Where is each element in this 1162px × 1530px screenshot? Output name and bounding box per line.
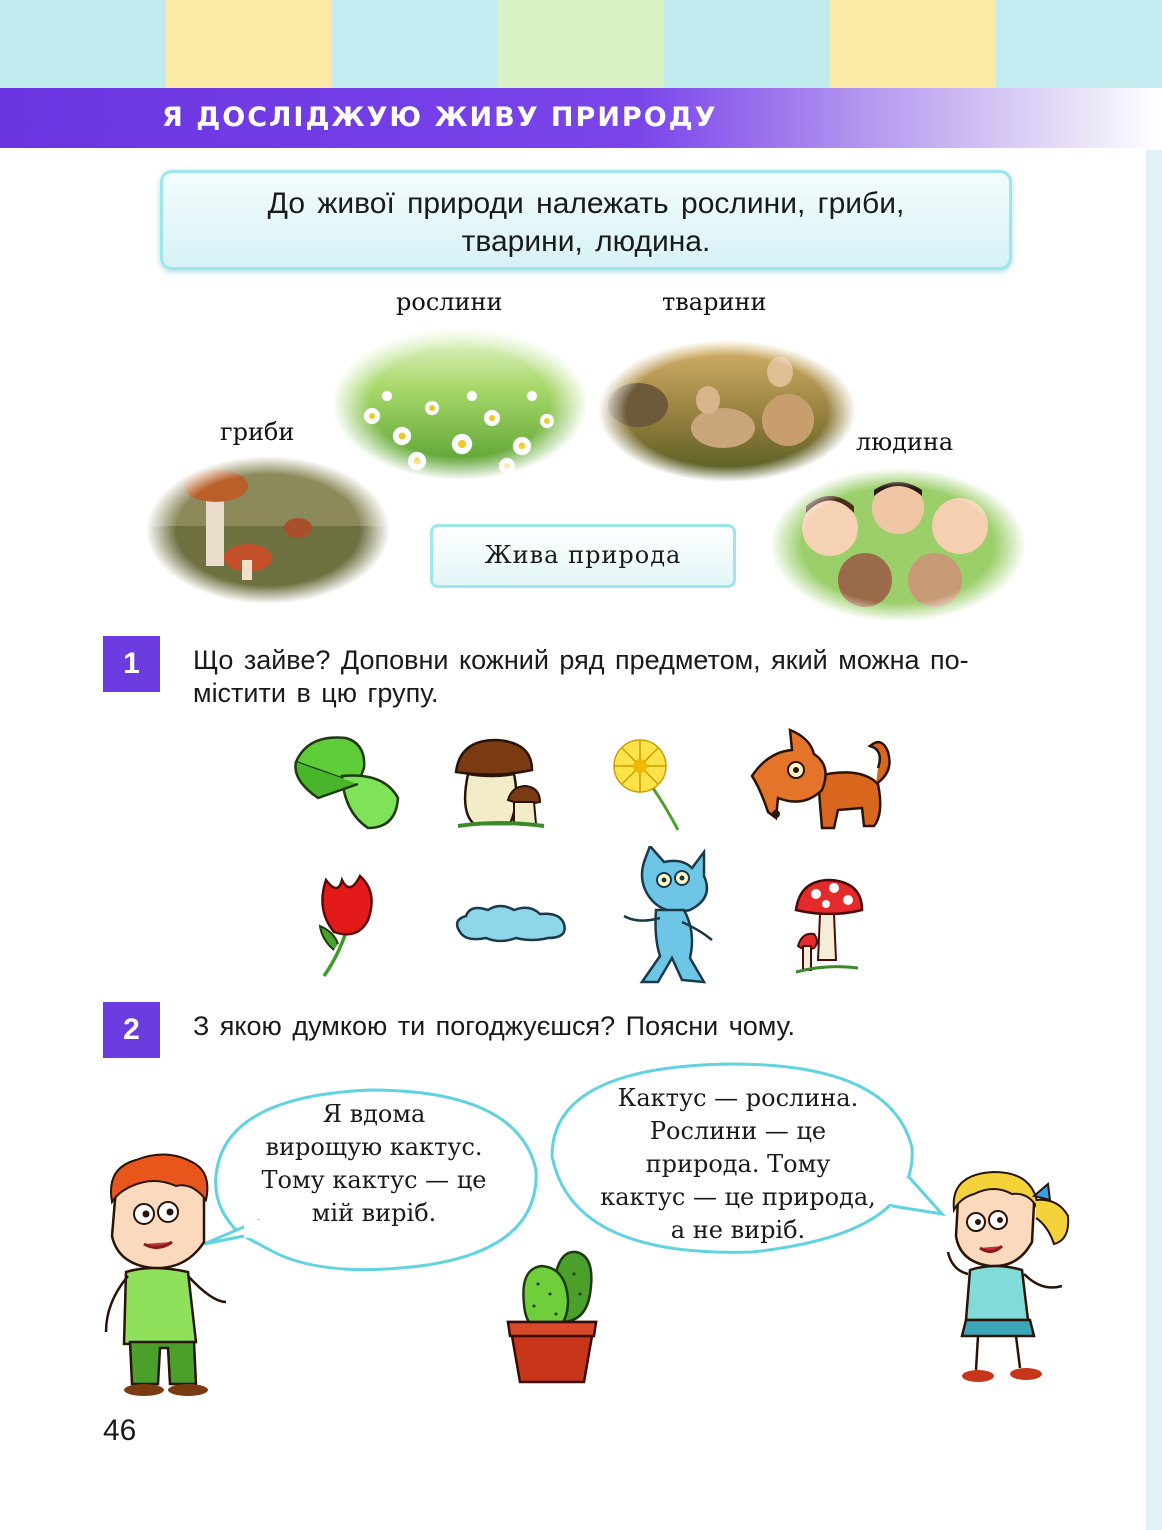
cactus-illustration xyxy=(504,1244,600,1386)
boy-bubble-line-1: Я вдома xyxy=(322,1100,426,1128)
dog-icon xyxy=(748,728,898,832)
task-2-number: 2 xyxy=(103,1002,160,1058)
girl-bubble-line-2: Рослини — це xyxy=(649,1117,827,1145)
label-human: людина xyxy=(856,428,954,456)
definition-text xyxy=(160,185,1012,261)
label-fungi: гриби xyxy=(220,418,295,446)
label-animals: тварини xyxy=(662,288,767,316)
page-title: Я ДОСЛІДЖУЮ ЖИВУ ПРИРОДУ xyxy=(162,102,718,133)
task-2-text: З якою думкою ти погоджуєшся? Поясни чому. xyxy=(193,1011,795,1041)
girl-bubble-line-4: кактус — це природа, xyxy=(600,1183,876,1211)
page-edge-strip xyxy=(1146,150,1162,1530)
girl-illustration xyxy=(938,1170,1078,1386)
center-node-label: Жива природа xyxy=(484,541,682,569)
girl-bubble-line-5: а не виріб. xyxy=(670,1216,806,1244)
girl-bubble-text xyxy=(556,1082,920,1247)
boy-bubble-text xyxy=(224,1098,524,1230)
girl-bubble-line-1: Кактус — рослина. xyxy=(617,1084,859,1112)
definition-line-1: До живої природи належать рослини, гриби, xyxy=(267,187,905,220)
task-1-line-1: Що зайве? Доповни кожний ряд предметом, який можна по- xyxy=(193,645,969,675)
task-1-number: 1 xyxy=(103,636,160,692)
cloud-icon xyxy=(452,902,568,944)
boy-illustration xyxy=(96,1152,246,1398)
task-1-line-2: містити в цю групу. xyxy=(193,678,439,708)
definition-line-2: тварини, людина. xyxy=(461,225,711,258)
fly-agaric-icon xyxy=(792,876,866,976)
mushroom-icon xyxy=(452,736,546,830)
cat-icon xyxy=(620,846,722,986)
label-plants: рослини xyxy=(396,288,503,316)
boy-bubble-line-2: вирощую кактус. xyxy=(265,1133,483,1161)
fungi-photo xyxy=(146,456,390,604)
task-1-text xyxy=(193,644,1023,710)
cap-icon xyxy=(288,732,402,832)
animals-photo xyxy=(598,340,856,482)
dandelion-icon xyxy=(604,736,684,832)
human-photo xyxy=(770,468,1026,622)
boy-bubble-line-3: Тому кактус — це xyxy=(261,1166,487,1194)
girl-bubble-line-3: природа. Тому xyxy=(645,1150,831,1178)
boy-bubble-line-4: мій виріб. xyxy=(311,1199,437,1227)
tulip-icon xyxy=(316,870,386,978)
header-stripes xyxy=(0,0,1162,88)
page-number: 46 xyxy=(103,1414,137,1447)
